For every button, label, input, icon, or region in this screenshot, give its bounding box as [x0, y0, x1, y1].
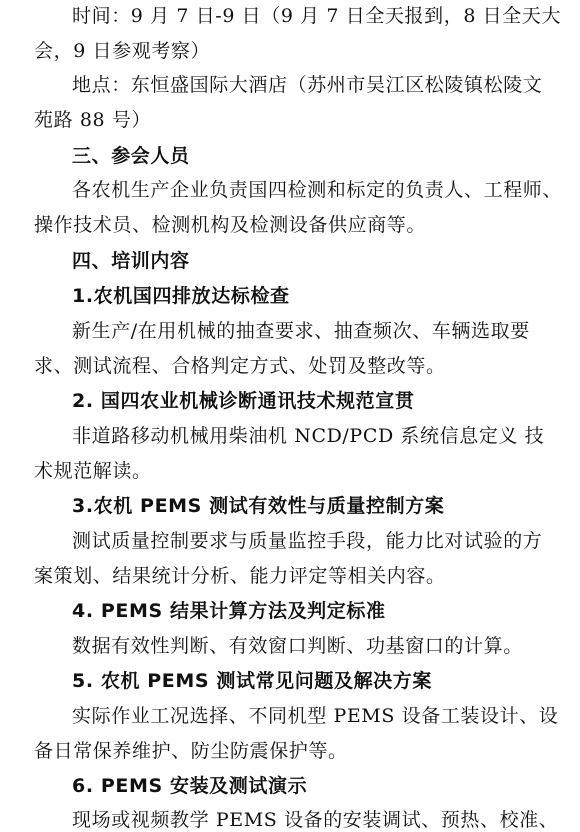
subheading-5: 5. 农机 PEMS 测试常见问题及解决方案	[72, 670, 432, 692]
subheading-4: 4. PEMS 结果计算方法及判定标准	[72, 600, 386, 622]
subheading-6: 6. PEMS 安装及测试演示	[72, 775, 308, 797]
subheading-2: 2. 国四农业机械诊断通讯技术规范宣贯	[72, 390, 415, 412]
paragraph-2-line-1: 非道路移动机械用柴油机 NCD/PCD 系统信息定义 技	[72, 425, 545, 447]
section-heading-training: 四、培训内容	[72, 250, 190, 272]
paragraph-2-line-2: 术规范解读。	[34, 460, 152, 482]
paragraph-4-line-1: 数据有效性判断、有效窗口判断、功基窗口的计算。	[72, 635, 523, 657]
paragraph-6-line-1: 现场或视频教学 PEMS 设备的安装调试、预热、校准、	[72, 809, 559, 831]
paragraph-attendees-line-1: 各农机生产企业负责国四检测和标定的负责人、工程师、	[72, 179, 563, 201]
paragraph-5-line-2: 备日常保养维护、防尘防震保护等。	[34, 740, 348, 762]
paragraph-time-line-2: 会，9 日参观考察）	[34, 40, 211, 62]
paragraph-1-line-1: 新生产/在用机械的抽查要求、抽查频次、车辆选取要	[72, 320, 530, 342]
paragraph-3-line-1: 测试质量控制要求与质量监控手段，能力比对试验的方	[72, 530, 543, 552]
paragraph-5-line-1: 实际作业工况选择、不同机型 PEMS 设备工装设计、设	[72, 705, 559, 727]
subheading-1: 1.农机国四排放达标检查	[72, 285, 290, 307]
paragraph-attendees-line-2: 操作技术员、检测机构及检测设备供应商等。	[34, 214, 427, 236]
subheading-3: 3.农机 PEMS 测试有效性与质量控制方案	[72, 495, 445, 517]
paragraph-3-line-2: 案策划、结果统计分析、能力评定等相关内容。	[34, 565, 446, 587]
paragraph-location-line-1: 地点：东恒盛国际大酒店（苏州市吴江区松陵镇松陵文	[72, 74, 543, 96]
paragraph-location-line-2: 苑路 88 号）	[34, 109, 152, 131]
paragraph-1-line-2: 求、测试流程、合格判定方式、处罚及整改等。	[34, 355, 446, 377]
section-heading-attendees: 三、参会人员	[72, 145, 190, 167]
paragraph-time-line-1: 时间：9 月 7 日-9 日（9 月 7 日全天报到，8 日全天大	[72, 5, 562, 27]
